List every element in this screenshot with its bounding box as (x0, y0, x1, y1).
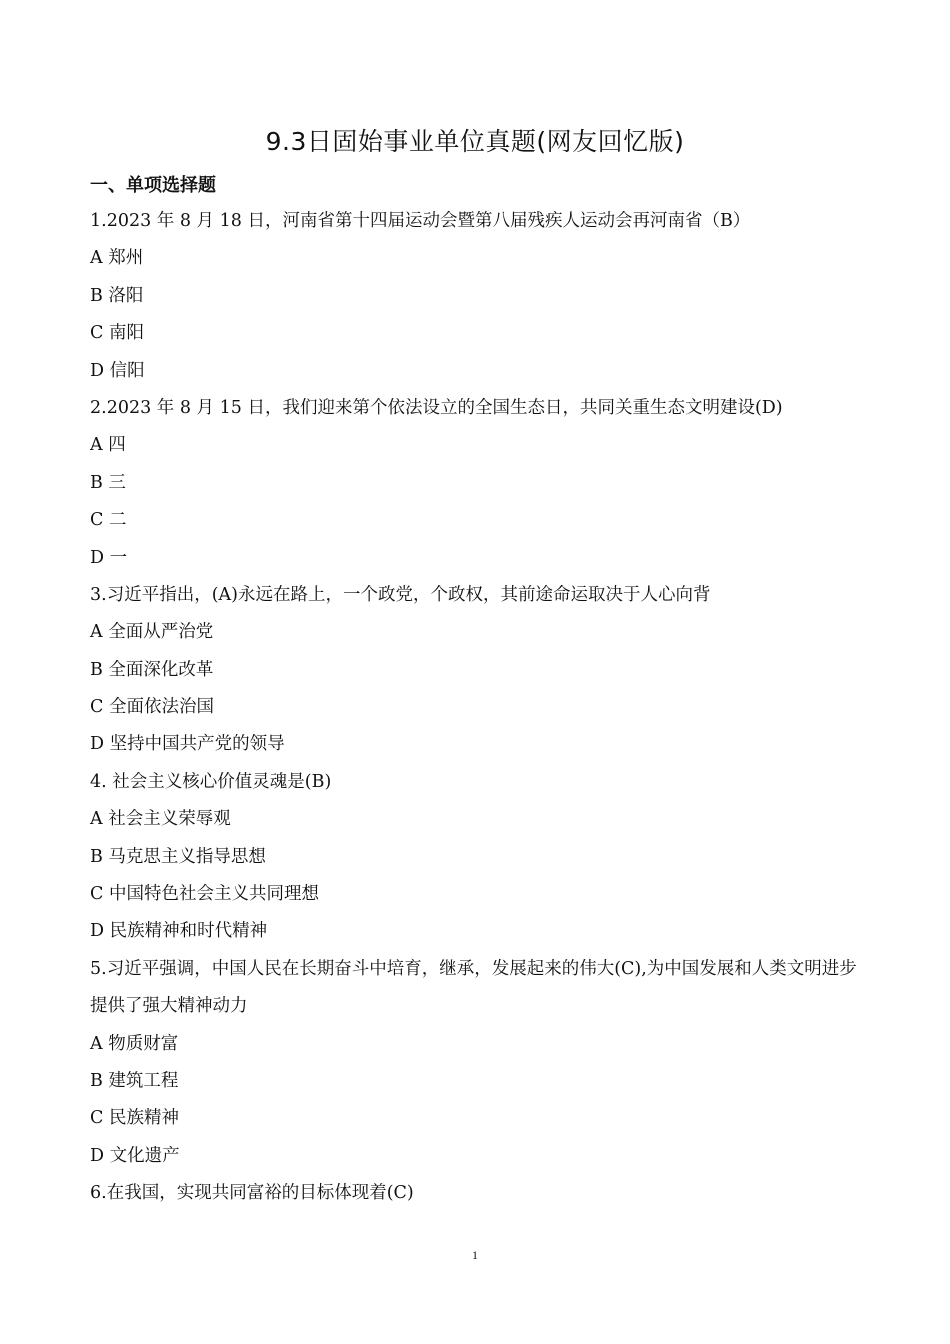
question-stem-5: 5.习近平强调，中国人民在长期奋斗中培育，继承，发展起来的伟大(C),为中国发展和人类文明进步提供了强大精神动力 (90, 958, 857, 1017)
question-stem-6: 6.在我国，实现共同富裕的目标体现着(C) (90, 1183, 414, 1204)
section-heading: 一、单项选择题 (90, 175, 216, 196)
question-5-option-c: C 民族精神 (90, 1108, 179, 1129)
question-3-option-d: D 坚持中国共产党的领导 (90, 734, 285, 755)
question-2-option-a: A 四 (90, 435, 126, 456)
question-4-option-d: D 民族精神和时代精神 (90, 921, 268, 942)
page-number: 1 (472, 1248, 478, 1262)
question-3-option-b: B 全面深化改革 (90, 659, 214, 680)
question-2-option-d: D 一 (90, 547, 128, 568)
question-stem-4: 4. 社会主义核心价值灵魂是(B) (90, 771, 332, 792)
question-list (90, 203, 870, 1213)
question-5-option-b: B 建筑工程 (90, 1071, 179, 1092)
question-2-option-c: C 二 (90, 510, 127, 531)
question-4-option-b: B 马克思主义指导思想 (90, 846, 266, 867)
question-stem-3: 3.习近平指出，(A)永远在路上，一个政党，个政权，其前途命运取决于人心向背 (90, 584, 711, 605)
question-2-option-b: B 三 (90, 472, 126, 493)
question-4-option-c: C 中国特色社会主义共同理想 (90, 884, 319, 905)
question-5-option-d: D 文化遗产 (90, 1145, 180, 1166)
question-5-option-a: A 物质财富 (90, 1033, 179, 1054)
question-1-option-a: A 郑州 (90, 248, 144, 269)
question-4-option-a: A 社会主义荣辱观 (90, 809, 231, 830)
question-stem-1: 1.2023 年 8 月 18 日，河南省第十四届运动会暨第八届残疾人运动会再河南省（B） (90, 211, 751, 231)
question-3-option-c: C 全面依法治国 (90, 697, 214, 718)
question-1-option-c: C 南阳 (90, 323, 144, 344)
question-1-option-b: B 洛阳 (90, 285, 144, 306)
question-3-option-a: A 全面从严治党 (90, 622, 214, 643)
question-stem-2: 2.2023 年 8 月 15 日，我们迎来第个依法设立的全国生态日，共同关重生态文明建设(D) (90, 397, 783, 418)
document-title: 9.3日固始事业单位真题(网友回忆版) (265, 127, 685, 156)
question-1-option-d: D 信阳 (90, 360, 145, 381)
